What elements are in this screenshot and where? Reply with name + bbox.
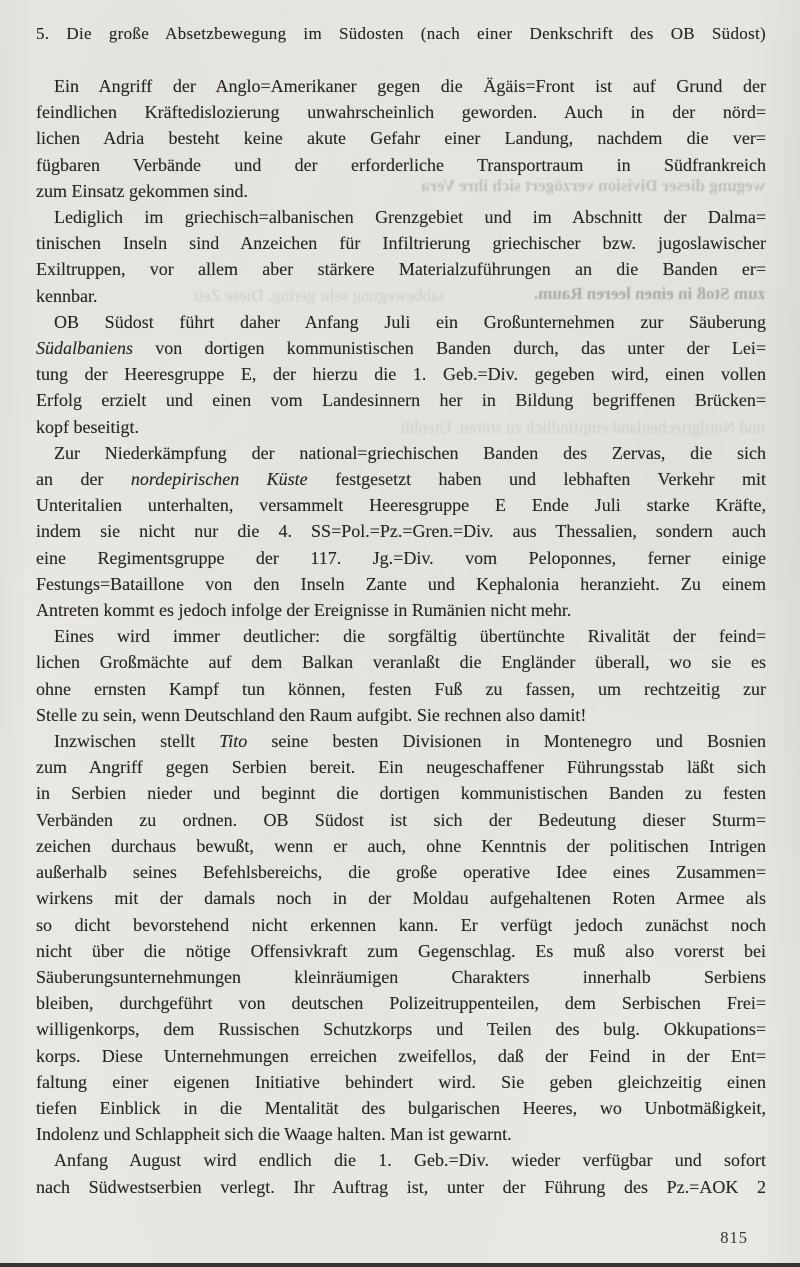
bleedthrough-text: zum Stoß in einen leeren Raum. — [533, 284, 765, 303]
text-line: kennbar. — [36, 285, 98, 306]
text-line: Lediglich im griechisch=albanischen Grenzgebiet und im Abschnitt der Dalma= — [54, 207, 766, 228]
text-line: zum Einsatz gekommen sind. — [36, 180, 248, 201]
text-line: Stelle zu sein, wenn Deutschland den Raum aufgibt. Sie rechnen also damit! — [36, 704, 587, 725]
text-line: Indolenz und Schlappheit sich die Waage halten. Man ist gewarnt. — [36, 1124, 512, 1145]
text-line: nicht über die nötige Offensivkraft zum Gegenschlag. Es muß also vorerst bei — [36, 940, 766, 961]
text-line: Ein Angriff der Anglo=Amerikaner gegen die Ägäis=Front ist auf Grund der — [54, 76, 766, 96]
text-line: Säuberungsunternehmungen kleinräumigen Charakters innerhalb Serbiens — [36, 966, 766, 987]
text-line: in Serbien nieder und beginnt die dortigen kommunistischen Banden zu festen — [36, 783, 766, 804]
text-line: feindlichen Kräftedislozierung unwahrscheinlich geworden. Auch in der nörd= — [36, 102, 766, 123]
text-line: Erfolg erzielt und einen vom Landesinnern her in Bildung begriffenen Brücken= — [36, 390, 766, 411]
text-line: Anfang August wird endlich die 1. Geb.=Div. wieder verfügbar und sofort — [54, 1150, 766, 1171]
text-line: an der nordepirischen Küste festgesetzt haben und lebhaften Verkehr mit — [36, 469, 766, 490]
text-line: ohne ernsten Kampf tun können, festen Fuß zu fassen, um rechtzeitig zur — [36, 678, 766, 699]
section-heading: 5. Die große Absetzbewegung im Südosten (nach einer Denkschrift des OB Südost) — [36, 24, 766, 43]
text-line: Südalbaniens von dortigen kommunistischen Banden durch, das unter der Lei= — [36, 338, 766, 359]
paragraph — [36, 309, 766, 440]
paragraph — [36, 73, 766, 204]
bleedthrough-text: wegung dieser Division verzögert sich ihre Vera — [420, 176, 765, 195]
bleedthrough-text: sabbewegung sehr gering. Diese Zeit — [193, 286, 445, 305]
paragraph — [36, 440, 766, 623]
text-line: Exiltruppen, vor allem aber stärkere Materialzuführungen an die Banden er= — [36, 259, 766, 280]
text-line: außerhalb seines Befehlsbereichs, die große operative Idee eines Zusammen= — [36, 862, 766, 883]
text-line: Zur Niederkämpfung der national=griechischen Banden des Zervas, die sich — [54, 442, 766, 463]
text-line: bleiben, durchgeführt von deutschen Polizeitruppenteilen, dem Serbischen Frei= — [36, 993, 766, 1014]
page-number: 815 — [720, 1228, 748, 1247]
text-line: zeichen durchaus bewußt, wenn er auch, ohne Kenntnis der politischen Intrigen — [36, 835, 766, 856]
text-block — [36, 73, 766, 1200]
text-line: Antreten kommt es jedoch infolge der Ereignisse in Rumänien nicht mehr. — [36, 600, 572, 621]
paragraph — [36, 623, 766, 728]
text-line: tiefen Einblick in die Mentalität des bulgarischen Heeres, wo Unbotmäßigkeit, — [36, 1097, 766, 1118]
text-line: Verbänden zu ordnen. OB Südost ist sich der Bedeutung dieser Sturm= — [36, 809, 766, 830]
text-line: tung der Heeresgruppe E, der hierzu die 1. Geb.=Div. gegeben wird, einen vollen — [36, 364, 766, 385]
text-line: Unteritalien unterhalten, versammelt Heeresgruppe E Ende Juli starke Kräfte, — [36, 495, 766, 516]
text-line: lichen Großmächte auf dem Balkan veranlaßt die Engländer überall, wo sie es — [36, 652, 766, 673]
text-line: indem sie nicht nur die 4. SS=Pol.=Pz.=Gren.=Div. aus Thessalien, sondern auch — [36, 521, 766, 542]
text-line: kopf beseitigt. — [36, 416, 139, 437]
paragraph — [36, 728, 766, 1147]
text-line: korps. Diese Unternehmungen erreichen zweifellos, daß der Feind in der Ent= — [36, 1045, 766, 1066]
bleedthrough-text: und Nordgriechenland empfindlich zu stören. Utenbli — [400, 418, 765, 437]
text-line: fügbaren Verbände und der erforderliche Transportraum in Südfrankreich — [36, 154, 766, 175]
text-line: nach Südwestserbien verlegt. Ihr Auftrag ist, unter der Führung des Pz.=AOK 2 — [36, 1176, 766, 1197]
text-line: zum Angriff gegen Serbien bereit. Ein neugeschaffener Führungsstab läßt sich — [36, 757, 766, 778]
paragraph — [36, 1147, 766, 1199]
text-line: wirkens mit der damals noch in der Moldau aufgehaltenen Roten Armee als — [36, 888, 766, 909]
text-line: so dicht bevorstehend nicht erkennen kann. Er verfügt jedoch zunächst noch — [36, 914, 766, 935]
paragraph — [36, 204, 766, 309]
text-line: willigenkorps, dem Russischen Schutzkorps und Teilen des bulg. Okkupations= — [36, 1019, 766, 1040]
text-line: Festungs=Bataillone von den Inseln Zante und Kephalonia heranzieht. Zu einem — [36, 573, 766, 594]
text-line: OB Südost führt daher Anfang Juli ein Großunternehmen zur Säuberung — [54, 311, 766, 332]
text-line: Eines wird immer deutlicher: die sorgfältig übertünchte Rivalität der feind= — [54, 626, 766, 647]
scan-edge — [0, 1263, 800, 1267]
text-line: eine Regimentsgruppe der 117. Jg.=Div. vom Peloponnes, ferner einige — [36, 547, 766, 568]
text-line: faltung einer eigenen Initiative behindert wird. Sie geben gleichzeitig einen — [36, 1071, 766, 1092]
text-line: lichen Adria besteht keine akute Gefahr einer Landung, nachdem die ver= — [36, 128, 766, 149]
text-line: Inzwischen stellt Tito seine besten Divisionen in Montenegro und Bosnien — [54, 731, 766, 752]
text-line: tinischen Inseln sind Anzeichen für Infiltrierung griechischer bzw. jugoslawischer — [36, 233, 766, 254]
